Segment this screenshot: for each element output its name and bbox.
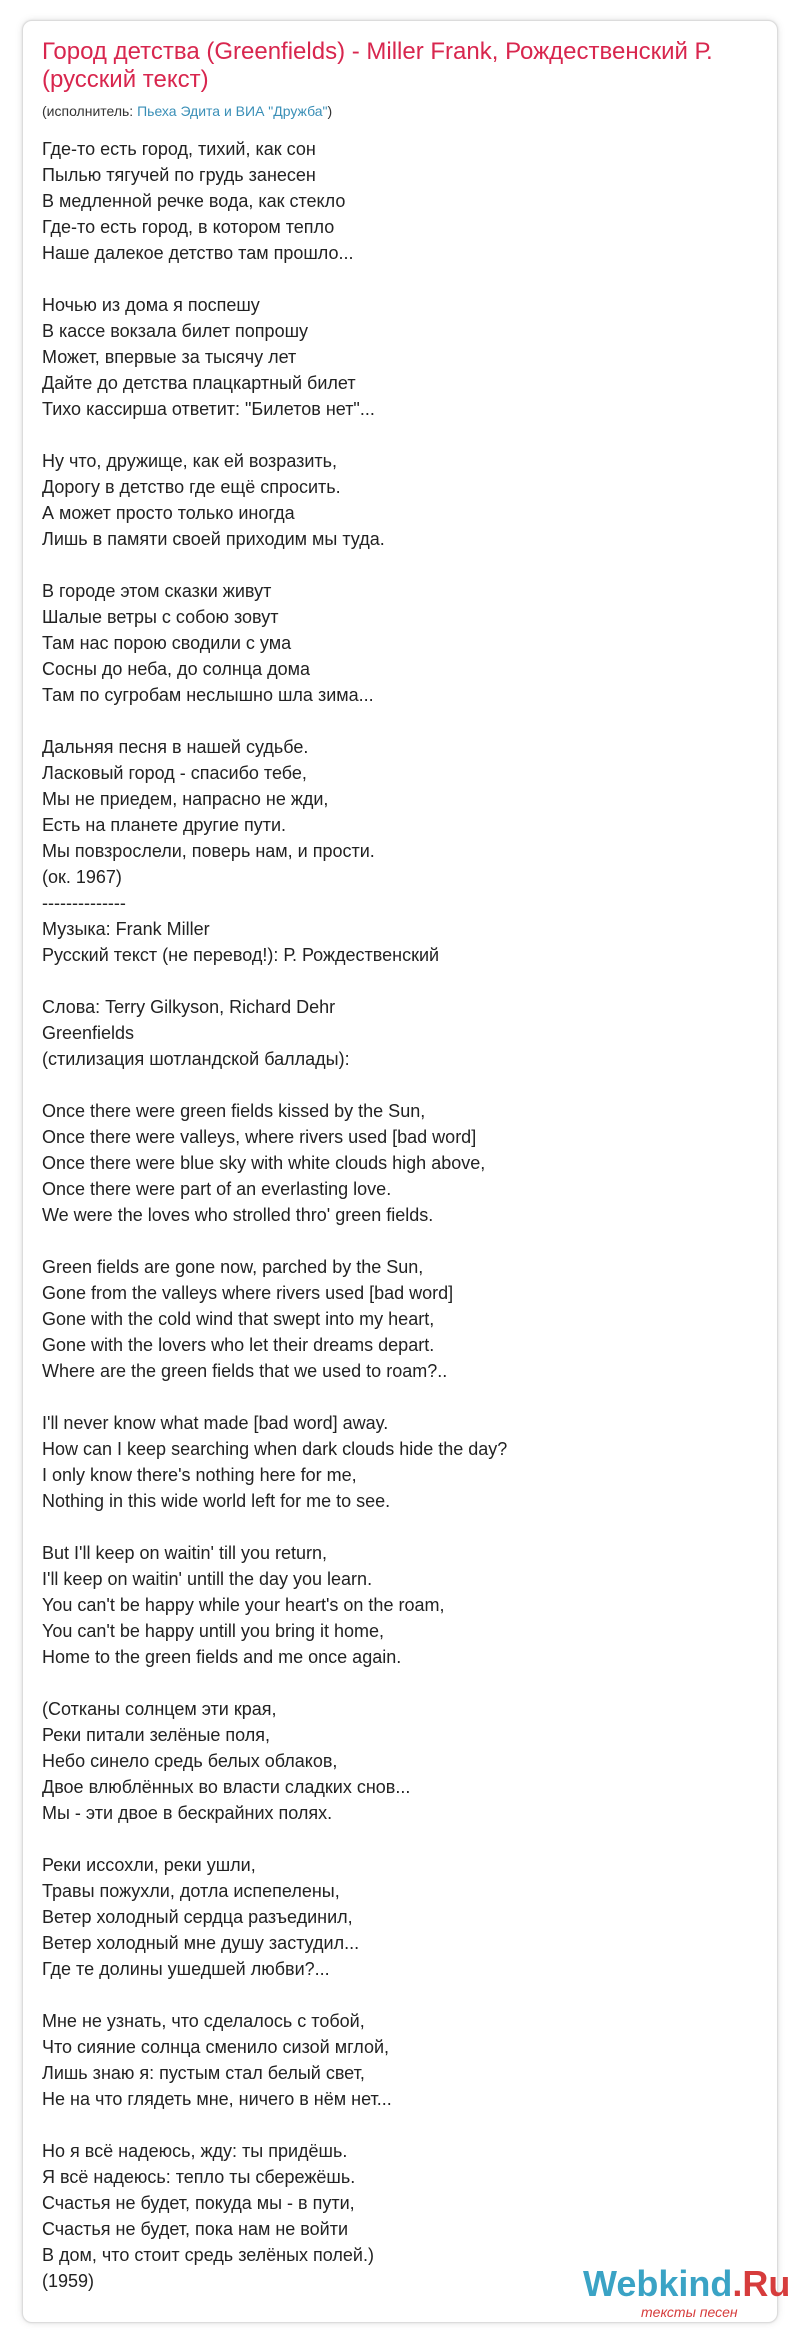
artist-prefix: (исполнитель: bbox=[42, 103, 138, 119]
site-logo[interactable] bbox=[583, 2263, 791, 2334]
artist-link[interactable]: Пьеха Эдита и ВИА "Дружба" bbox=[137, 103, 328, 119]
artist-suffix: ) bbox=[327, 103, 333, 119]
artist-line bbox=[42, 102, 332, 120]
logo-domain-suffix: .Ru bbox=[732, 2263, 791, 2304]
lyrics-text: Где-то есть город, тихий, как сон Пылью тягучей по грудь занесен В медленной речке вода, как стекло Где-то есть город, в котором тепло Наше далекое детство там прошло... Ночью из дома я поспешу В кассе вокзала билет попрошу Может, впервые за тысячу лет Дайте до детства плацкартный билет Тихо кассирша ответит: "Билетов нет"... Ну что, дружище, как ей возразить, Дорогу в детство где ещё спросить. А может просто только иногда Лишь в памяти своей приходим мы туда. В городе этом сказки живут Шалые ветры с собою зовут Там нас порою сводили с ума Сосны до неба, до солнца дома Там по сугробам неслышно шла зима... Дальняя песня в нашей судьбе. Ласковый город - спасибо тебе, Мы не приедем, напрасно не жди, Есть на планете другие пути. Мы повзрослели, поверь нам, и прости. (ок. 1967) -------------- Музыка: Frank Miller Русский текст (не перевод!): Р. Рождественский Слова: Terry Gilkyson, Richard Dehr Greenfields (стилизация шотландской баллады): Once there were green fields kissed by the Sun, Once there were valleys, where rivers used [bad word] Once there were blue sky with white clouds high above, Once there were part of an everlasting love. We were the loves who strolled thro' green fields. Green fields are gone now, parched by the Sun, Gone from the valleys where rivers used [bad word] Gone with the cold wind that swept into my heart, Gone with the lovers who let their dreams depart. Where are the green fields that we used to roam?.. I'll never know what made [bad word] away. How can I keep searching when dark clouds hide the day? I only know there's nothing here for me, Nothing in this wide world left for me to see. But I'll keep on waitin' till you return, I'll keep on waitin' untill the day you learn. You can't be happy while your heart's on the roam, You can't be happy untill you bring it home, Home to the green fields and me once again. (Сотканы солнцем эти края, Реки питали зелёные поля, Небо синело средь белых облаков, Двое влюблённых во власти сладких снов... Мы - эти двое в бескрайних полях. Реки иссохли, реки ушли, Травы пожухли, дотла испепелены, Ветер холодный сердца разъединил, Ветер холодный мне душу застудил... Где те долины ушедшей любви?... Мне не узнать, что сделалось с тобой, Что сияние солнца сменило сизой мглой, Лишь знаю я: пустым стал белый свет, Не на что глядеть мне, ничего в нём нет... Но я всё надеюсь, жду: ты придёшь. Я всё надеюсь: тепло ты сбережёшь. Счастья не будет, покуда мы - в пути, Счастья не будет, пока нам не войти В дом, что стоит средь зелёных полей.) (1959) bbox=[42, 139, 508, 2291]
song-title: Город детства (Greenfields) - Miller Frank, Рождественский Р. (русский текст) bbox=[42, 38, 713, 93]
logo-wordmark bbox=[583, 2264, 790, 2304]
logo-main-text: Webkind bbox=[583, 2263, 733, 2304]
logo-tagline: тексты песен bbox=[641, 2304, 738, 2320]
